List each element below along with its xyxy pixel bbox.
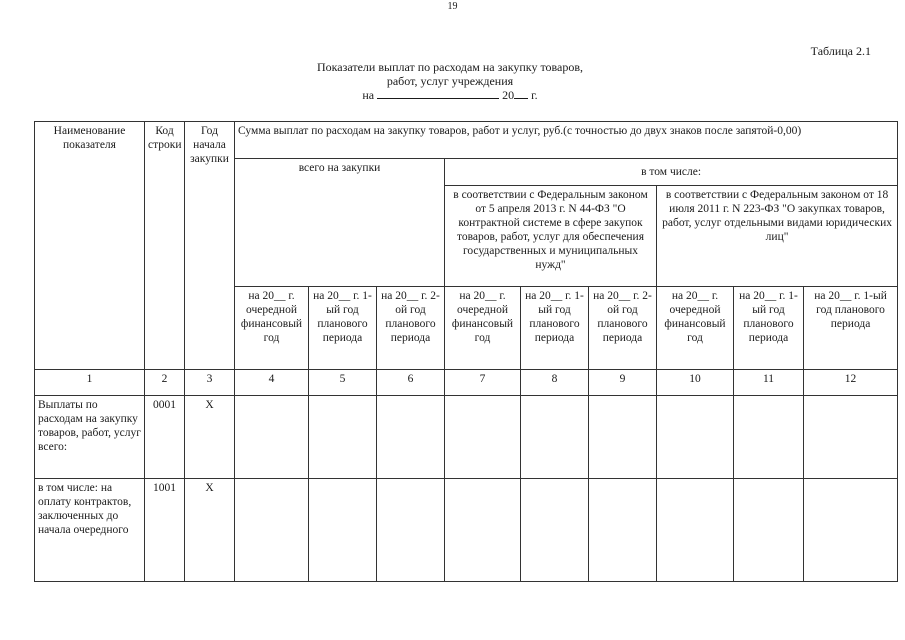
- column-number: 3: [185, 370, 235, 396]
- header-total: всего на закупки: [235, 159, 445, 287]
- document-heading: [250, 60, 650, 102]
- value-cell[interactable]: [804, 479, 898, 582]
- row-code: 0001: [145, 396, 185, 479]
- value-cell[interactable]: [377, 396, 445, 479]
- value-cell[interactable]: [377, 479, 445, 582]
- column-number: 1: [35, 370, 145, 396]
- column-number: 10: [657, 370, 734, 396]
- header-name: Наименование показателя: [35, 122, 145, 370]
- table-row: [35, 396, 898, 479]
- header-period-3: на 20__ г. 2-ой год планового периода: [377, 287, 445, 370]
- payments-table: [34, 121, 898, 582]
- heading-line-3: [250, 88, 650, 102]
- value-cell[interactable]: [657, 479, 734, 582]
- column-number: 6: [377, 370, 445, 396]
- column-numbers-row: [35, 370, 898, 396]
- header-period-5: на 20__ г. 1-ый год планового периода: [521, 287, 589, 370]
- heading-line-2: работ, услуг учреждения: [386, 74, 514, 88]
- value-cell[interactable]: [235, 396, 309, 479]
- header-period-6: на 20__ г. 2-ой год планового периода: [589, 287, 657, 370]
- value-cell[interactable]: [309, 396, 377, 479]
- value-cell[interactable]: [445, 396, 521, 479]
- row-year: Х: [185, 479, 235, 582]
- row-year: Х: [185, 396, 235, 479]
- value-cell[interactable]: [589, 479, 657, 582]
- value-cell[interactable]: [734, 479, 804, 582]
- header-period-9: на 20__ г. 1-ый год планового периода: [804, 287, 898, 370]
- value-cell[interactable]: [309, 479, 377, 582]
- value-cell[interactable]: [445, 479, 521, 582]
- row-code: 1001: [145, 479, 185, 582]
- heading-year-prefix: 20: [502, 88, 515, 102]
- column-number: 8: [521, 370, 589, 396]
- header-sum-title: Сумма выплат по расходам на закупку товаров, работ и услуг, руб.(с точностью до двух знаков после запятой-0,00): [235, 122, 898, 159]
- row-name: Выплаты по расходам на закупку товаров, работ, услуг всего:: [35, 396, 145, 479]
- row-name: в том числе: на оплату контрактов, заключенных до начала очередного: [35, 479, 145, 582]
- column-number: 9: [589, 370, 657, 396]
- header-period-2: на 20__ г. 1-ый год планового периода: [309, 287, 377, 370]
- column-number: 11: [734, 370, 804, 396]
- value-cell[interactable]: [804, 396, 898, 479]
- column-number: 5: [309, 370, 377, 396]
- column-number: 7: [445, 370, 521, 396]
- column-number: 2: [145, 370, 185, 396]
- value-cell[interactable]: [734, 396, 804, 479]
- value-cell[interactable]: [657, 396, 734, 479]
- header-including: в том числе:: [445, 159, 898, 186]
- table-label: Таблица 2.1: [810, 44, 871, 58]
- header-period-4: на 20__ г. очередной финансовый год: [445, 287, 521, 370]
- column-number: 12: [804, 370, 898, 396]
- page-number: 19: [447, 1, 458, 12]
- value-cell[interactable]: [521, 396, 589, 479]
- header-year: Год начала закупки: [185, 122, 235, 370]
- heading-line-1: Показатели выплат по расходам на закупку товаров,: [316, 60, 584, 74]
- header-period-8: на 20__ г. 1-ый год планового периода: [734, 287, 804, 370]
- header-law-223: в соответствии с Федеральным законом от 18 июля 2011 г. N 223-ФЗ "О закупках товаров, работ, услуг отдельными видами юридических лиц": [657, 186, 898, 287]
- year-blank-field: [514, 88, 528, 99]
- header-code: Код строки: [145, 122, 185, 370]
- value-cell[interactable]: [235, 479, 309, 582]
- value-cell[interactable]: [589, 396, 657, 479]
- header-law-44: в соответствии с Федеральным законом от 5 апреля 2013 г. N 44-ФЗ "О контрактной системе в сфере закупок товаров, работ, услуг для обеспечения государственных и муниципальных нужд": [445, 186, 657, 287]
- header-period-1: на 20__ г. очередной финансовый год: [235, 287, 309, 370]
- value-cell[interactable]: [521, 479, 589, 582]
- heading-on-prefix: на: [362, 88, 375, 102]
- table-row: [35, 479, 898, 582]
- date-blank-field: [377, 88, 499, 99]
- header-period-7: на 20__ г. очередной финансовый год: [657, 287, 734, 370]
- heading-year-suffix: г.: [531, 88, 538, 102]
- column-number: 4: [235, 370, 309, 396]
